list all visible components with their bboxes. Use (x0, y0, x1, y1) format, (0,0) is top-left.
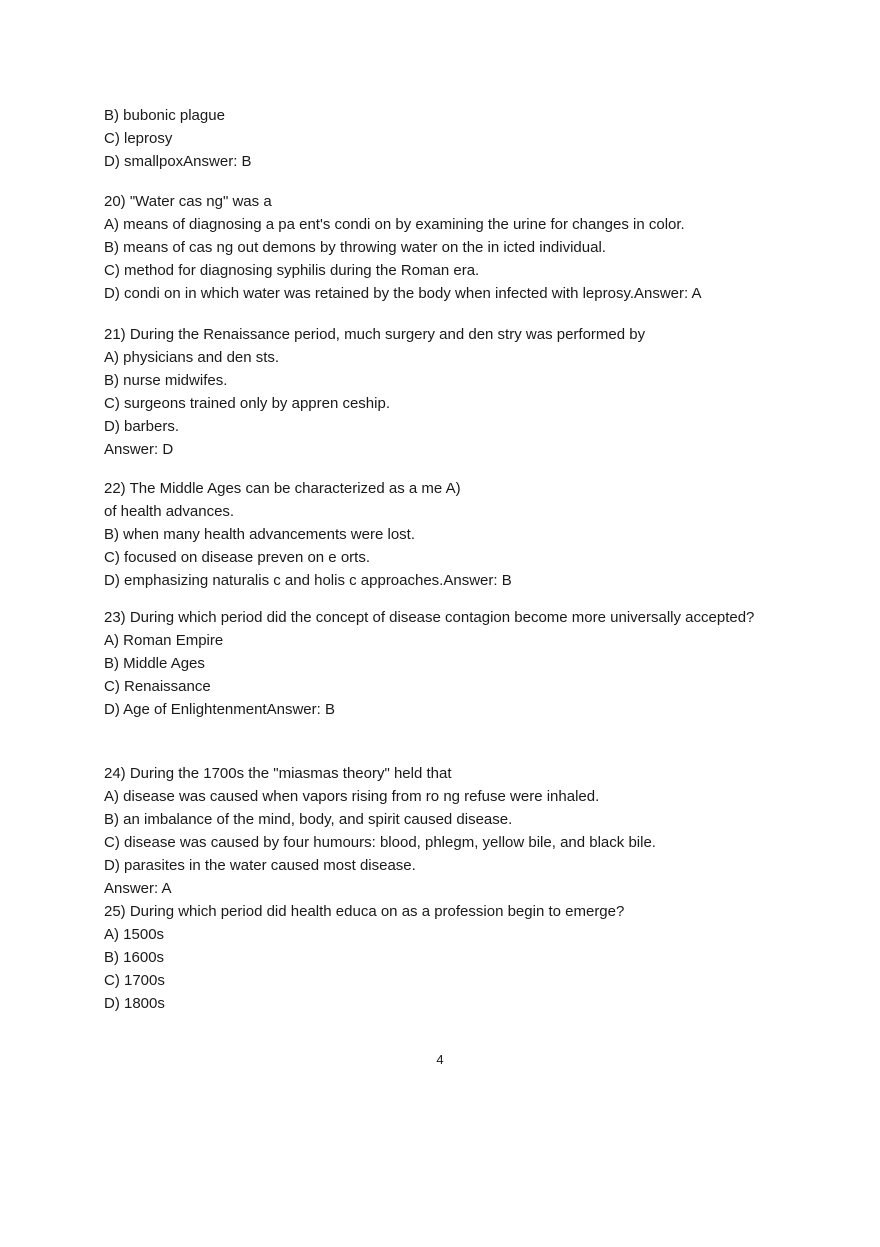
option-b: B) an imbalance of the mind, body, and spirit caused disease. (104, 811, 513, 828)
option-c: C) leprosy (104, 130, 173, 147)
option-c: C) disease was caused by four humours: blood, phlegm, yellow bile, and black bile. (104, 834, 656, 851)
option-c: C) Renaissance (104, 678, 211, 695)
option-a: A) disease was caused when vapors rising from ro ng refuse were inhaled. (104, 788, 600, 805)
question-24 (104, 762, 776, 900)
question-stem: 22) The Middle Ages can be characterized as a me A) (104, 480, 461, 497)
option-b: B) when many health advancements were lost. (104, 526, 415, 543)
question-stem: 23) During which period did the concept of disease contagion become more universally accepted? (104, 609, 755, 626)
question-23 (104, 606, 776, 721)
option-c: C) surgeons trained only by appren ceship. (104, 395, 390, 412)
option-d-with-answer: D) condi on in which water was retained by the body when infected with leprosy.Answer: A (104, 285, 702, 302)
option-d-with-answer: D) emphasizing naturalis c and holis c approaches.Answer: B (104, 572, 512, 589)
option-d: D) parasites in the water caused most disease. (104, 857, 416, 874)
question-22 (104, 477, 776, 592)
option-d-with-answer: D) Age of EnlightenmentAnswer: B (104, 701, 335, 718)
question-19 (104, 104, 776, 173)
option-d-with-answer: D) smallpoxAnswer: B (104, 153, 252, 170)
option-a: A) 1500s (104, 926, 165, 943)
option-a: A) physicians and den sts. (104, 349, 280, 366)
question-stem: 21) During the Renaissance period, much surgery and den stry was performed by (104, 326, 646, 343)
option-a: A) means of diagnosing a pa ent's condi on by examining the urine for changes in color. (104, 216, 685, 233)
question-25 (104, 900, 776, 1015)
option-d: D) 1800s (104, 995, 165, 1012)
page-number: 4 (436, 1052, 444, 1067)
question-stem: 25) During which period did health educa on as a profession begin to emerge? (104, 903, 625, 920)
question-20 (104, 190, 776, 305)
answer: Answer: A (104, 880, 172, 897)
option-d: D) barbers. (104, 418, 180, 435)
question-21 (104, 323, 776, 461)
option-b: B) 1600s (104, 949, 165, 966)
option-b: B) nurse midwifes. (104, 372, 228, 389)
option-b: B) bubonic plague (104, 107, 225, 124)
option-b: B) means of cas ng out demons by throwing water on the in icted individual. (104, 239, 606, 256)
question-stem: 24) During the 1700s the "miasmas theory" held that (104, 765, 452, 782)
option-a: of health advances. (104, 503, 235, 520)
answer: Answer: D (104, 441, 174, 458)
option-a: A) Roman Empire (104, 632, 224, 649)
option-c: C) focused on disease preven on e orts. (104, 549, 370, 566)
question-stem: 20) "Water cas ng" was a (104, 193, 272, 210)
option-c: C) method for diagnosing syphilis during the Roman era. (104, 262, 480, 279)
option-c: C) 1700s (104, 972, 165, 989)
option-b: B) Middle Ages (104, 655, 205, 672)
